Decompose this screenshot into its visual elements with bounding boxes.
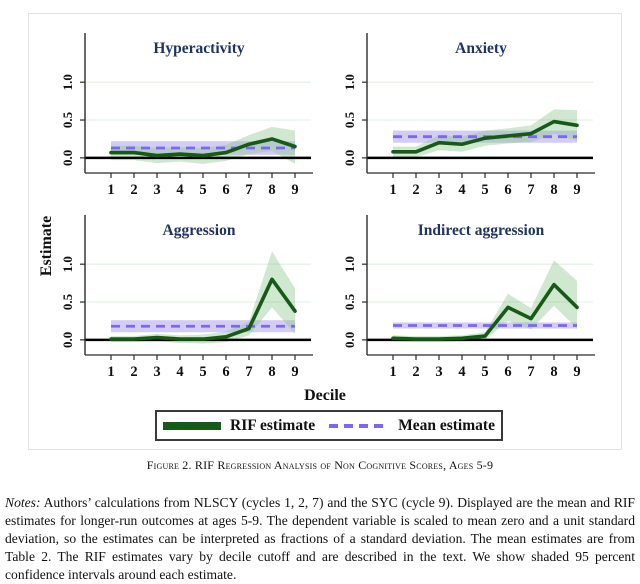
panel-title: Hyperactivity xyxy=(153,40,245,57)
rif-line-swatch-icon xyxy=(163,422,221,430)
panel-title: Aggression xyxy=(162,222,236,239)
y-tick-label: 1.0 xyxy=(60,256,75,273)
x-tick-label: 8 xyxy=(550,182,558,198)
legend xyxy=(155,410,503,441)
y-tick-label: 1.0 xyxy=(342,256,357,273)
y-tick-label: 1.0 xyxy=(60,74,75,91)
y-tick-label: 1.0 xyxy=(342,74,357,91)
x-tick-label: 2 xyxy=(412,182,420,198)
x-tick-label: 5 xyxy=(199,364,207,380)
panel-svg-3 xyxy=(323,213,603,385)
x-tick-label: 7 xyxy=(527,364,535,380)
x-tick-label: 5 xyxy=(199,182,207,198)
x-tick-label: 4 xyxy=(176,182,184,198)
y-tick-label: 0.0 xyxy=(342,149,357,166)
mean-line-swatch-icon xyxy=(329,424,389,428)
rif-line xyxy=(393,285,577,339)
x-tick-label: 1 xyxy=(389,182,397,198)
x-tick-label: 1 xyxy=(389,364,397,380)
x-tick-label: 7 xyxy=(527,182,535,198)
x-tick-label: 3 xyxy=(435,364,443,380)
y-tick-label: 0.0 xyxy=(342,331,357,348)
x-tick-label: 1 xyxy=(107,182,115,198)
x-tick-label: 7 xyxy=(245,182,253,198)
figure-caption: Figure 2. RIF Regression Analysis of Non Cognitive Scores, Ages 5-9 xyxy=(146,458,494,472)
panel-indirect-aggression xyxy=(323,213,603,385)
x-tick-label: 9 xyxy=(291,182,299,198)
legend-label-mean: Mean estimate xyxy=(398,416,495,434)
x-tick-label: 3 xyxy=(435,182,443,198)
x-tick-label: 9 xyxy=(573,182,581,198)
notes-label: Notes: xyxy=(5,495,41,510)
panel-aggression xyxy=(41,213,321,385)
x-axis-label: Decile xyxy=(304,387,346,404)
panel-svg-2 xyxy=(41,213,321,385)
panel-title: Anxiety xyxy=(455,40,507,57)
y-tick-label: 0.5 xyxy=(342,293,357,311)
notes-text: Authors’ calculations from NLSCY (cycles 1, 2, 7) and the SYC (cycle 9). Displayed are the mean and RIF estimates for longer-run outcomes at ages 5-9. The dependent variable is scaled to mean zero and a unit standard deviation, so the estimates can be interpreted as fractions of a standard deviation. The mean estimates are from Table 2. The RIF estimates vary by decile cutoff and are described in the text. We show shaded 95 percent confidence intervals around each estimate. xyxy=(5,495,635,583)
x-tick-label: 6 xyxy=(504,364,512,380)
x-tick-label: 3 xyxy=(153,364,161,380)
x-tick-label: 9 xyxy=(291,364,299,380)
panel-anxiety xyxy=(323,31,603,203)
x-tick-label: 4 xyxy=(458,182,466,198)
legend-item-rif xyxy=(163,417,315,435)
x-tick-label: 2 xyxy=(412,364,420,380)
x-tick-label: 4 xyxy=(458,364,466,380)
y-tick-label: 0.0 xyxy=(60,331,75,348)
x-tick-label: 8 xyxy=(268,182,276,198)
legend-label-rif: RIF estimate xyxy=(230,416,316,434)
y-tick-label: 0.5 xyxy=(342,111,357,129)
x-tick-label: 5 xyxy=(481,182,489,198)
x-tick-label: 8 xyxy=(268,364,276,380)
y-axis-label: Estimate xyxy=(38,215,55,277)
notes-paragraph xyxy=(5,494,635,584)
x-tick-label: 6 xyxy=(222,182,230,198)
x-tick-label: 2 xyxy=(130,182,138,198)
panel-hyperactivity xyxy=(41,31,321,203)
panel-svg-0 xyxy=(41,31,321,203)
x-tick-label: 6 xyxy=(504,182,512,198)
x-tick-label: 8 xyxy=(550,364,558,380)
x-tick-label: 5 xyxy=(481,364,489,380)
figure-frame xyxy=(28,13,622,450)
panel-title: Indirect aggression xyxy=(417,222,545,239)
x-tick-label: 2 xyxy=(130,364,138,380)
x-tick-label: 6 xyxy=(222,364,230,380)
y-tick-label: 0.5 xyxy=(60,111,75,129)
y-tick-label: 0.5 xyxy=(60,293,75,311)
legend-item-mean xyxy=(329,417,495,435)
x-tick-label: 7 xyxy=(245,364,253,380)
rif-ci-band xyxy=(393,260,577,342)
panel-svg-1 xyxy=(323,31,603,203)
x-tick-label: 3 xyxy=(153,182,161,198)
y-tick-label: 0.0 xyxy=(60,149,75,166)
x-tick-label: 4 xyxy=(176,364,184,380)
x-tick-label: 1 xyxy=(107,364,115,380)
x-tick-label: 9 xyxy=(573,364,581,380)
